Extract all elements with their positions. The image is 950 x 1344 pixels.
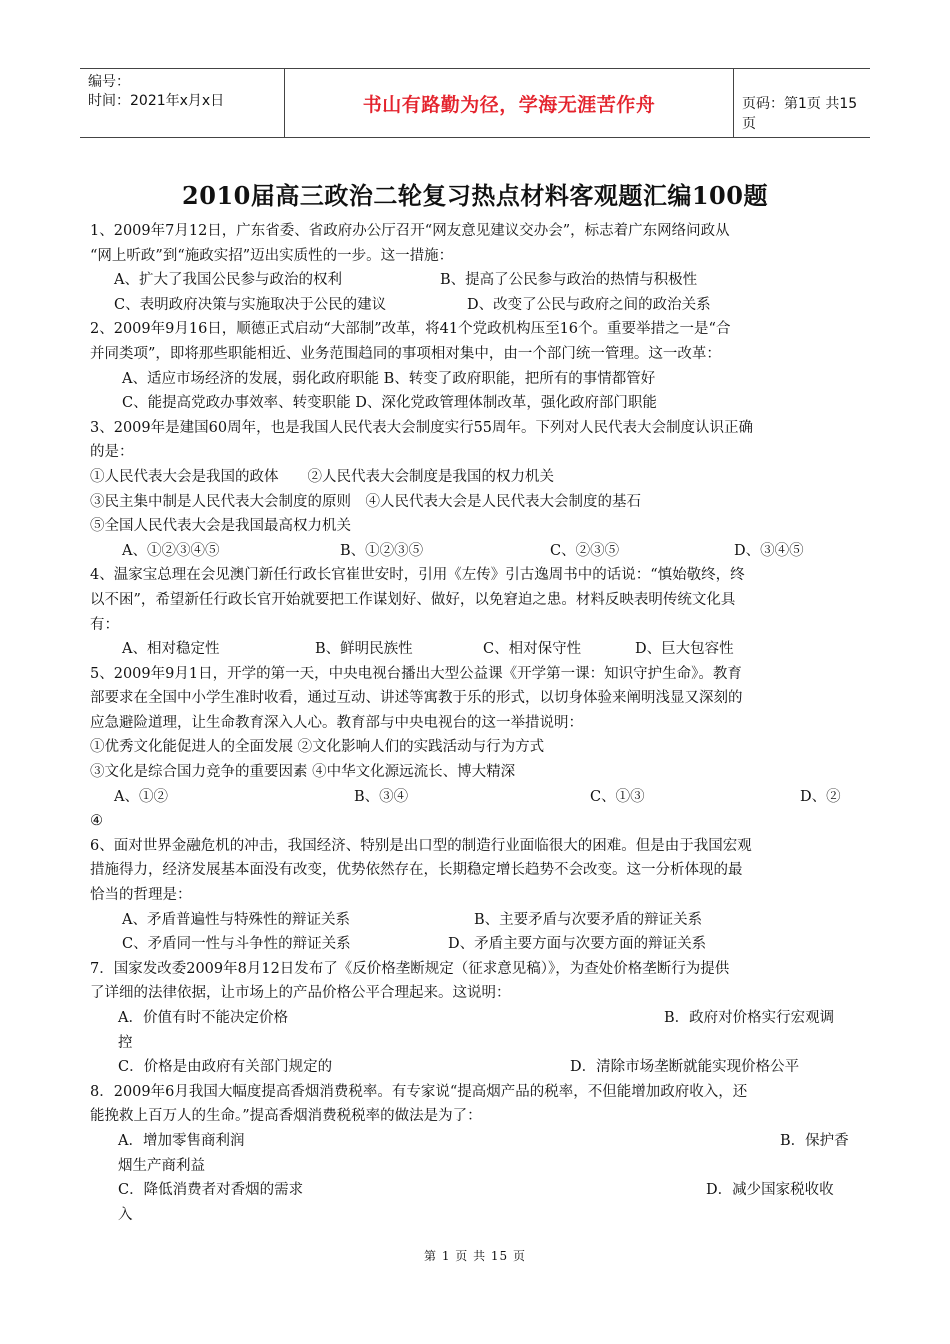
option-a: A、①②③④⑤ <box>122 542 220 559</box>
question-8-option-d-cont: 入 <box>118 1206 133 1223</box>
question-5-options <box>90 785 860 810</box>
question-6-text-cont: 恰当的哲理是： <box>90 887 192 904</box>
question-4-text-cont: 有： <box>90 616 119 633</box>
option-a: A、矛盾普遍性与特殊性的辩证关系 <box>122 911 350 928</box>
document-number-label: 编号： <box>88 74 130 90</box>
question-2-text: 2、2009年9月16日，顺德正式启动“大部制”改革，将41个党政机构压至16个。重要举措之一是“合 <box>90 321 731 338</box>
question-4-text-cont: 以不困”，希望新任行政长官开始就要把工作谋划好、做好，以免窘迫之患。材料反映表明传统文化具 <box>90 591 736 608</box>
question-3-options <box>90 539 860 564</box>
question-8-text: 8．2009年6月我国大幅度提高香烟消费税率。有专家说“提高烟产品的税率，不但能增加政府收入，还 <box>90 1083 748 1100</box>
question-3-text-cont: 的是： <box>90 444 134 461</box>
option-c: C、表明政府决策与实施取决于公民的建议 <box>114 296 387 313</box>
question-4-text: 4、温家宝总理在会见澳门新任行政长官崔世安时，引用《左传》引古逸周书中的话说：“慎始敬终，终 <box>90 567 745 584</box>
option-c: C．降低消费者对香烟的需求 <box>118 1182 304 1199</box>
question-5-text: 5、2009年9月1日，开学的第一天，中央电视台播出大型公益课《开学第一课：知识守护生命》。教育 <box>90 665 742 682</box>
question-3-text: 3、2009年是建国60周年，也是我国人民代表大会制度实行55周年。下列对人民代表大会制度认识正确 <box>90 419 754 436</box>
document-body <box>90 219 860 1227</box>
option-d: D、巨大包容性 <box>635 641 734 658</box>
header-motto-cell <box>284 69 734 137</box>
question-5-text-cont: 部要求在全国中小学生准时收看，通过互动、讲述等寓教于乐的形式，以切身体验来阐明浅显又深刻的 <box>90 690 743 707</box>
question-8-option-b-cont: 烟生产商利益 <box>118 1157 205 1174</box>
option-c: C．价格是由政府有关部门规定的 <box>118 1059 333 1076</box>
question-5-text-cont: 应急避险道理，让生命教育深入人心。教育部与中央电视台的这一举措说明： <box>90 714 583 731</box>
question-3-statement: ①人民代表大会是我国的政体 ②人民代表大会制度是我国的权力机关 <box>90 468 554 485</box>
question-1-options-cd <box>90 293 860 318</box>
question-7-options-cd <box>90 1055 860 1080</box>
question-1-text: 1、2009年7月12日，广东省委、省政府办公厅召开“网友意见建议交办会”，标志着广东网络问政从 <box>90 223 730 239</box>
question-6-text: 6、面对世界金融危机的冲击，我国经济、特别是出口型的制造行业面临很大的困难。但是由于我国宏观 <box>90 837 752 854</box>
question-6-text-cont: 措施得力，经济发展基本面没有改变，优势依然存在，长期稳定增长趋势不会改变。这一分析体现的最 <box>90 862 743 879</box>
option-c: C、相对保守性 <box>483 641 582 658</box>
option-d: D、矛盾主要方面与次要方面的辩证关系 <box>448 936 707 953</box>
option-a: A．增加零售商利润 <box>118 1132 245 1149</box>
question-7-option-b-cont: 控 <box>118 1034 133 1051</box>
option-a: A、①② <box>114 788 168 805</box>
option-c: C、①③ <box>590 788 645 805</box>
question-3-statement: ③民主集中制是人民代表大会制度的原则 ④人民代表大会是人民代表大会制度的基石 <box>90 493 641 510</box>
option-b: B．保护香 <box>780 1132 849 1149</box>
page-footer: 第 1 页 共 15 页 <box>424 1249 526 1263</box>
question-1-text-cont: “网上听政”到“施政实招”迈出实质性的一步。这一措施： <box>90 247 454 264</box>
question-2-options-ab: A、适应市场经济的发展，弱化政府职能 B、转变了政府职能，把所有的事情都管好 <box>122 370 656 387</box>
option-b: B、③④ <box>354 788 409 805</box>
option-d: D、② <box>800 788 841 805</box>
option-b: B、①②③⑤ <box>340 542 424 559</box>
question-6-options-cd <box>90 932 860 957</box>
page-header <box>80 68 870 138</box>
option-c: C、②③⑤ <box>550 542 620 559</box>
document-title: 2010届高三政治二轮复习热点材料客观题汇编100题 <box>182 181 768 210</box>
question-8-options-ab <box>90 1129 860 1154</box>
question-8-text-cont: 能挽救上百万人的生命。”提高香烟消费税税率的做法是为了： <box>90 1108 482 1125</box>
question-5-statement: ①优秀文化能促进人的全面发展 ②文化影响人们的实践活动与行为方式 <box>90 739 545 756</box>
header-motto: 书山有路勤为径，学海无涯苦作舟 <box>362 93 656 116</box>
option-c: C、矛盾同一性与斗争性的辩证关系 <box>122 936 351 953</box>
question-6-options-ab <box>90 908 860 933</box>
option-d: D、改变了公民与政府之间的政治关系 <box>467 296 711 313</box>
option-d: D、③④⑤ <box>734 542 804 559</box>
option-a: A．价值有时不能决定价格 <box>118 1010 288 1026</box>
option-b: B、鲜明民族性 <box>315 641 413 658</box>
option-a: A、扩大了我国公民参与政治的权利 <box>114 272 342 289</box>
header-meta <box>88 73 284 111</box>
question-2-options-cd: C、能提高党政办事效率、转变职能 D、深化党政管理体制改革，强化政府部门职能 <box>122 395 657 412</box>
option-a: A、相对稳定性 <box>122 641 220 658</box>
document-time-label: 时间：2021年x月x日 <box>88 93 225 109</box>
question-5-statement: ③文化是综合国力竞争的重要因素 ④中华文化源远流长、博大精深 <box>90 764 516 781</box>
question-5-option-d-cont: ④ <box>90 813 103 830</box>
header-page-info: 页码：第1页 共15页 <box>742 96 858 132</box>
question-7-text-cont: 了详细的法律依据，让市场上的产品价格公平合理起来。这说明： <box>90 985 511 1002</box>
option-d: D．清除市场垄断就能实现价格公平 <box>570 1059 800 1076</box>
question-3-statement: ⑤全国人民代表大会是我国最高权力机关 <box>90 518 351 535</box>
option-b: B．政府对价格实行宏观调 <box>664 1010 835 1026</box>
option-b: B、提高了公民参与政治的热情与积极性 <box>440 272 698 289</box>
question-8-options-cd <box>90 1178 860 1203</box>
option-d: D．减少国家税收收 <box>706 1182 834 1199</box>
option-b: B、主要矛盾与次要矛盾的辩证关系 <box>474 911 703 928</box>
question-1-options-ab <box>90 268 860 293</box>
question-2-text-cont: 并同类项”，即将那些职能相近、业务范围趋同的事项相对集中，由一个部门统一管理。这一改革： <box>90 345 721 362</box>
question-7-options-ab <box>90 1006 860 1031</box>
question-7-text: 7．国家发改委2009年8月12日发布了《反价格垄断规定（征求意见稿）》，为查处价格垄断行为提供 <box>90 960 730 977</box>
question-4-options <box>90 637 860 662</box>
